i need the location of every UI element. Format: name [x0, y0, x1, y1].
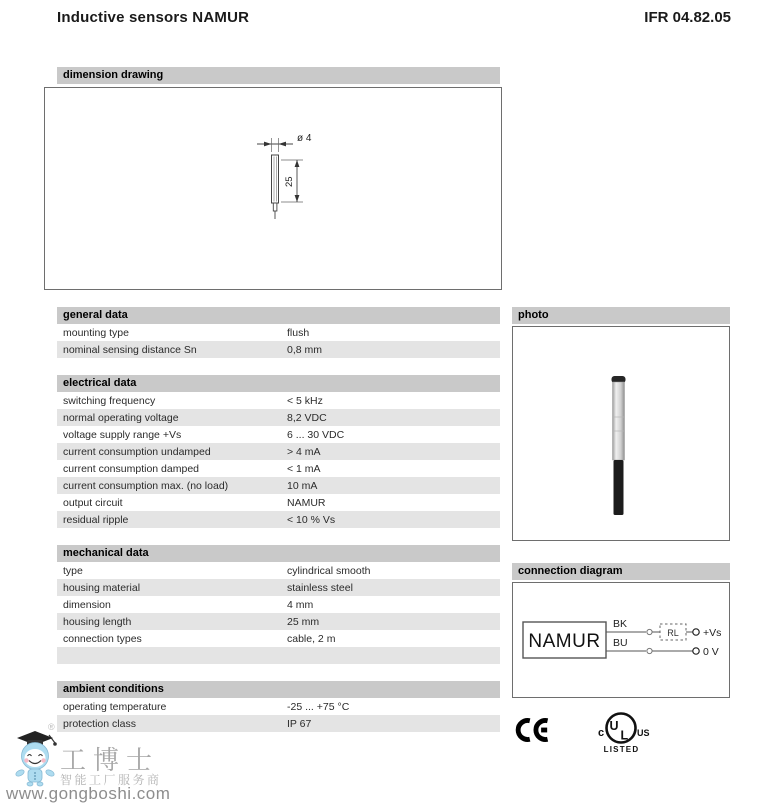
- table-row: [57, 630, 500, 647]
- watermark-registered-mark: ®: [48, 722, 55, 732]
- ul-listed-icon: [594, 709, 650, 762]
- row-label: operating temperature: [63, 700, 167, 713]
- general-data-table: [57, 324, 500, 358]
- table-row: [57, 494, 500, 511]
- table-row: [57, 443, 500, 460]
- section-header-dimension-drawing: dimension drawing: [57, 67, 500, 84]
- wire-top-label: BK: [613, 618, 628, 630]
- terminal-top-label: +Vs: [703, 627, 722, 639]
- row-label: connection types: [63, 632, 142, 645]
- mechanical-data-table: [57, 562, 500, 664]
- row-label: housing material: [63, 581, 141, 594]
- table-row: [57, 426, 500, 443]
- row-label: output circuit: [63, 496, 123, 509]
- gongboshi-mascot-icon: [8, 726, 62, 788]
- part-number: IFR 04.82.05: [644, 9, 731, 26]
- row-label: nominal sensing distance Sn: [63, 343, 197, 356]
- length-dimension-label: 25: [284, 176, 295, 187]
- connection-diagram-box: [512, 582, 730, 698]
- table-row: [57, 647, 500, 664]
- row-value: 4 mm: [287, 598, 314, 611]
- row-value: 8,2 VDC: [287, 411, 327, 424]
- terminal-bottom-label: 0 V: [703, 646, 719, 658]
- row-label: mounting type: [63, 326, 129, 339]
- row-value: 6 ... 30 VDC: [287, 428, 345, 441]
- row-label: type: [63, 564, 83, 577]
- row-label: housing length: [63, 615, 132, 628]
- ul-letter-u: U: [609, 719, 619, 733]
- watermark-url: www.gongboshi.com: [6, 784, 171, 803]
- row-value: flush: [287, 326, 310, 339]
- table-row: [57, 409, 500, 426]
- ce-mark-icon: [508, 715, 550, 750]
- table-row: [57, 596, 500, 613]
- table-row: [57, 579, 500, 596]
- row-label: current consumption undamped: [63, 445, 211, 458]
- row-value: < 1 mA: [287, 462, 321, 475]
- section-header-ambient-conditions: ambient conditions: [57, 681, 500, 698]
- ul-letter-l: L: [620, 728, 629, 743]
- table-row: [57, 460, 500, 477]
- table-row: [57, 341, 500, 358]
- section-header-electrical-data: electrical data: [57, 375, 500, 392]
- row-value: stainless steel: [287, 581, 353, 594]
- row-label: dimension: [63, 598, 111, 611]
- table-row: [57, 324, 500, 341]
- ul-us-label: US: [637, 728, 650, 738]
- row-value: < 5 kHz: [287, 394, 323, 407]
- table-row: [57, 698, 500, 715]
- row-value: cylindrical smooth: [287, 564, 371, 577]
- connection-diagram-graphic: [513, 583, 729, 697]
- row-label: current consumption damped: [63, 462, 199, 475]
- sensor-photo: [513, 327, 729, 540]
- table-row: [57, 613, 500, 630]
- table-row: [57, 477, 500, 494]
- row-label: normal operating voltage: [63, 411, 179, 424]
- ul-c-label: c: [598, 727, 605, 739]
- row-label: protection class: [63, 717, 136, 730]
- ul-listed-label: LISTED: [603, 745, 640, 754]
- diameter-dimension-label: ø 4: [297, 133, 312, 144]
- table-row: [57, 511, 500, 528]
- row-value: -25 ... +75 °C: [287, 700, 350, 713]
- row-value: > 4 mA: [287, 445, 321, 458]
- section-header-connection-diagram: connection diagram: [512, 563, 730, 580]
- dimension-drawing-graphic: [45, 88, 501, 289]
- row-value: < 10 % Vs: [287, 513, 336, 526]
- row-value: 25 mm: [287, 615, 320, 628]
- watermark-brand: 工博士: [60, 746, 160, 775]
- table-row: [57, 392, 500, 409]
- load-resistor-label: RL: [667, 628, 679, 638]
- row-label: residual ripple: [63, 513, 129, 526]
- table-row: [57, 562, 500, 579]
- wire-bottom-label: BU: [613, 637, 628, 649]
- electrical-data-table: [57, 392, 500, 528]
- row-value: NAMUR: [287, 496, 326, 509]
- watermark-tagline: 智能工厂服务商: [60, 773, 162, 787]
- row-value: cable, 2 m: [287, 632, 336, 645]
- section-header-photo: photo: [512, 307, 730, 324]
- row-value: 10 mA: [287, 479, 318, 492]
- section-header-general-data: general data: [57, 307, 500, 324]
- section-header-mechanical-data: mechanical data: [57, 545, 500, 562]
- row-label: voltage supply range +Vs: [63, 428, 182, 441]
- row-label: switching frequency: [63, 394, 156, 407]
- row-value: IP 67: [287, 717, 312, 730]
- photo-box: [512, 326, 730, 541]
- row-label: current consumption max. (no load): [63, 479, 229, 492]
- page-title: Inductive sensors NAMUR: [57, 9, 250, 26]
- device-label: NAMUR: [528, 631, 601, 652]
- dimension-drawing-box: [44, 87, 502, 290]
- row-value: 0,8 mm: [287, 343, 323, 356]
